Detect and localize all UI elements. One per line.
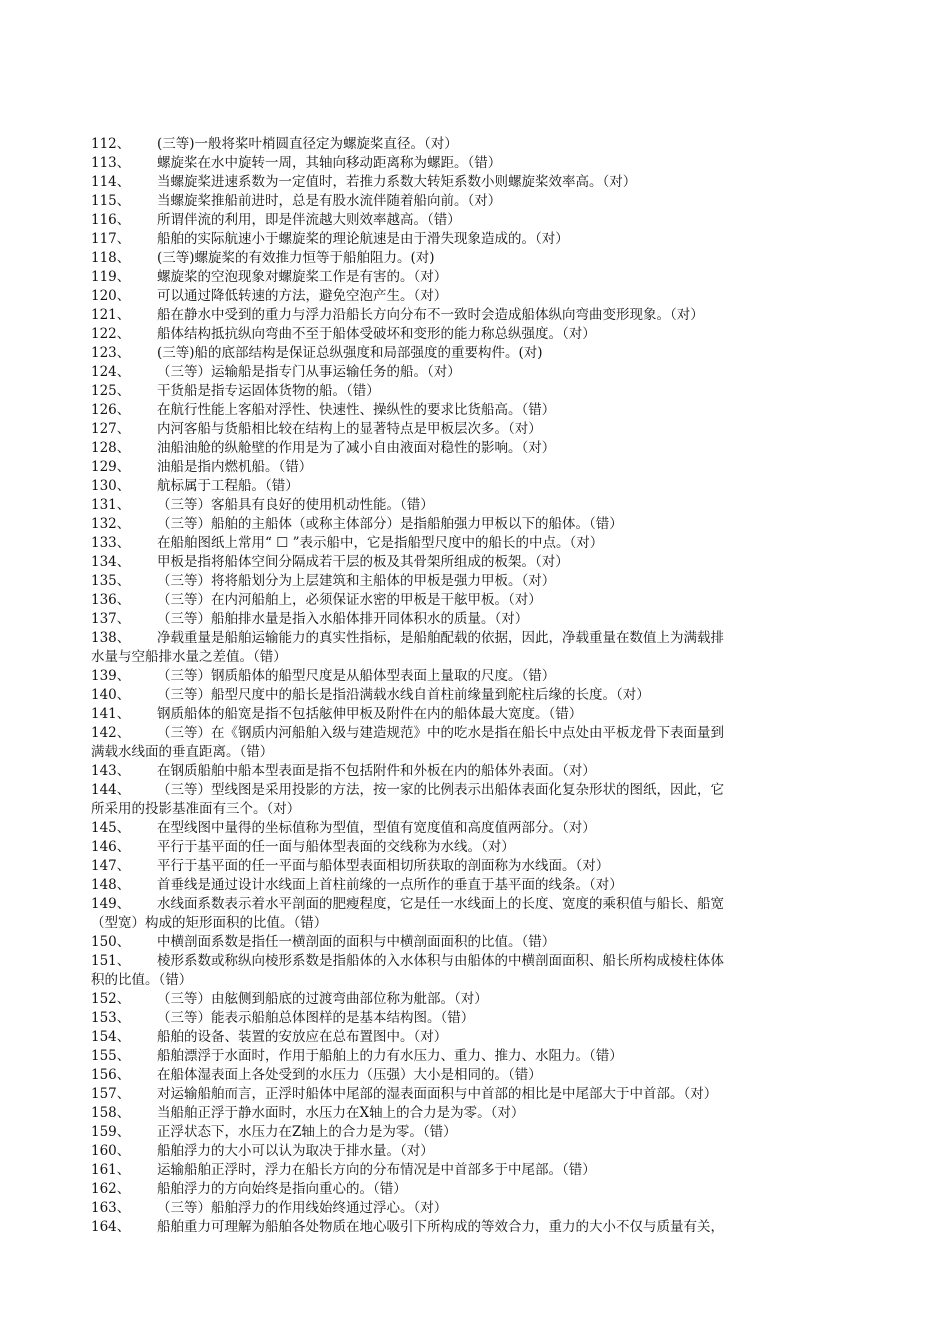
item-text: 运输船舶正浮时，浮力在船长方向的分布情况是中首部多于中尾部。（错） (157, 1162, 596, 1178)
list-item (91, 344, 861, 363)
item-text: （三等）在内河船舶上，必须保证水密的甲板是干舷甲板。（对） (157, 592, 542, 608)
item-text: (三等)一般将桨叶梢圆直径定为螺旋桨直径。（对） (157, 136, 458, 152)
item-text: 正浮状态下，水压力在Z轴上的合力是为零。（错） (157, 1124, 457, 1140)
list-item (91, 705, 861, 724)
item-text: (三等)螺旋桨的有效推力恒等于船舶阻力。(对) (157, 250, 435, 266)
list-item (91, 1028, 861, 1047)
list-item (91, 933, 861, 952)
item-text: 在型线图中量得的坐标值称为型值，型值有宽度值和高度值两部分。（对） (157, 820, 596, 836)
item-number: 130、 (91, 478, 131, 494)
item-number: 132、 (91, 516, 131, 532)
list-item (91, 990, 861, 1009)
item-number: 144、 (91, 782, 131, 798)
item-text: 当船舶正浮于静水面时，水压力在X轴上的合力是为零。（对） (157, 1105, 525, 1121)
item-text: 中横剖面系数是指任一横剖面的面积与中横剖面面积的比值。（错） (157, 934, 556, 950)
item-text: 可以通过降低转速的方法，避免空泡产生。（对） (157, 288, 448, 304)
item-number: 117、 (91, 231, 131, 247)
item-number: 161、 (91, 1162, 131, 1178)
list-item (91, 952, 861, 990)
item-text: 干货船是指专运固体货物的船。（错） (157, 383, 380, 399)
item-text: （三等）客船具有良好的使用机动性能。（错） (157, 497, 434, 513)
list-item (91, 610, 861, 629)
item-text: 当螺旋桨进速系数为一定值时，若推力系数大转矩系数小则螺旋桨效率高。（对） (157, 174, 637, 190)
item-text: 船体结构抵抗纵向弯曲不至于船体受破坏和变形的能力称总纵强度。（对） (157, 326, 596, 342)
item-text-continuation: 水量与空船排水量之差值。（错） (91, 649, 287, 665)
item-number: 121、 (91, 307, 131, 323)
item-text: （三等）船舶的主船体（或称主体部分）是指船舶强力甲板以下的船体。（错） (157, 516, 623, 532)
list-item (91, 439, 861, 458)
list-item (91, 1085, 861, 1104)
list-item (91, 572, 861, 591)
item-number: 145、 (91, 820, 131, 836)
item-text: 在航行性能上客船对浮性、快速性、操纵性的要求比货船高。（错） (157, 402, 556, 418)
item-number: 113、 (91, 155, 131, 171)
item-number: 112、 (91, 136, 131, 152)
list-item (91, 819, 861, 838)
item-text: 油船油舱的纵舱壁的作用是为了减小自由液面对稳性的影响。（对） (157, 440, 556, 456)
item-number: 134、 (91, 554, 131, 570)
item-number: 163、 (91, 1200, 131, 1216)
item-text: 所谓伴流的利用，即是伴流越大则效率越高。（错） (157, 212, 461, 228)
item-number: 126、 (91, 402, 131, 418)
item-text: （三等）运输船是指专门从事运输任务的船。（对） (157, 364, 461, 380)
list-item (91, 173, 861, 192)
item-text: 钢质船体的船宽是指不包括舷伸甲板及附件在内的船体最大宽度。（错） (157, 706, 583, 722)
item-number: 148、 (91, 877, 131, 893)
item-text: 平行于基平面的任一平面与船体型表面相切所获取的剖面称为水线面。（对） (157, 858, 610, 874)
item-text: （三等）型线图是采用投影的方法，按一家的比例表示出船体表面化复杂形状的图纸，因此，它 (157, 782, 724, 798)
item-text: 甲板是指将船体空间分隔成若干层的板及其骨架所组成的板架。（对） (157, 554, 569, 570)
list-item (91, 629, 861, 667)
item-number: 159、 (91, 1124, 131, 1140)
item-text: 螺旋桨在水中旋转一周，其轴向移动距离称为螺距。（错） (157, 155, 502, 171)
list-item (91, 306, 861, 325)
list-item (91, 1047, 861, 1066)
list-item (91, 325, 861, 344)
item-number: 157、 (91, 1086, 131, 1102)
list-item (91, 876, 861, 895)
item-text: 首垂线是通过设计水线面上首柱前缘的一点所作的垂直于基平面的线条。（对） (157, 877, 623, 893)
list-item (91, 382, 861, 401)
item-text: 棱形系数或称纵向棱形系数是指船体的入水体积与由船体的中横剖面面积、船长所构成棱柱体体 (157, 953, 724, 969)
list-item (91, 363, 861, 382)
item-number: 152、 (91, 991, 131, 1007)
item-text: 船舶漂浮于水面时，作用于船舶上的力有水压力、重力、推力、水阻力。（错） (157, 1048, 623, 1064)
item-number: 146、 (91, 839, 131, 855)
list-item (91, 781, 861, 819)
list-item (91, 686, 861, 705)
item-text: 内河客船与货船相比较在结构上的显著特点是甲板层次多。（对） (157, 421, 542, 437)
list-item (91, 135, 861, 154)
item-number: 124、 (91, 364, 131, 380)
item-number: 147、 (91, 858, 131, 874)
list-item (91, 762, 861, 781)
list-item (91, 211, 861, 230)
item-text: 油船是指内燃机船。（错） (157, 459, 313, 475)
item-number: 114、 (91, 174, 131, 190)
item-number: 151、 (91, 953, 131, 969)
list-item (91, 249, 861, 268)
item-text-continuation: （型宽）构成的矩形面积的比值。（错） (91, 915, 328, 931)
list-item (91, 1123, 861, 1142)
item-number: 133、 (91, 535, 131, 551)
item-text: 水线面系数表示着水平剖面的肥瘦程度，它是任一水线面上的长度、宽度的乘积值与船长、船宽 (157, 896, 724, 912)
item-text: （三等）船舶浮力的作用线始终通过浮心。（对） (157, 1200, 448, 1216)
list-item (91, 401, 861, 420)
item-text: （三等）钢质船体的船型尺度是从船体型表面上量取的尺度。（错） (157, 668, 556, 684)
item-number: 164、 (91, 1219, 131, 1235)
item-number: 155、 (91, 1048, 131, 1064)
item-text: （三等）船型尺度中的船长是指沿满载水线自首柱前缘量到舵柱后缘的长度。（对） (157, 687, 650, 703)
item-text-continuation: 所采用的投影基准面有三个。（对） (91, 801, 301, 817)
question-list (91, 135, 861, 1237)
item-number: 128、 (91, 440, 131, 456)
item-number: 139、 (91, 668, 131, 684)
list-item (91, 1066, 861, 1085)
list-item (91, 1180, 861, 1199)
item-text: 在船舶图纸上常用“ ☐ ”表示船中，它是指船型尺度中的船长的中点。（对） (157, 535, 604, 551)
item-text: 平行于基平面的任一面与船体型表面的交线称为水线。（对） (157, 839, 515, 855)
item-number: 131、 (91, 497, 131, 513)
item-number: 138、 (91, 630, 131, 646)
list-item (91, 1104, 861, 1123)
item-text: 船舶重力可理解为船舶各处物质在地心吸引下所构成的等效合力，重力的大小不仅与质量有关， (157, 1219, 724, 1235)
item-number: 141、 (91, 706, 131, 722)
item-number: 140、 (91, 687, 131, 703)
item-number: 119、 (91, 269, 131, 285)
item-number: 115、 (91, 193, 131, 209)
item-text: 航标属于工程船。（错） (157, 478, 299, 494)
item-number: 150、 (91, 934, 131, 950)
item-number: 123、 (91, 345, 131, 361)
item-number: 122、 (91, 326, 131, 342)
item-number: 118、 (91, 250, 131, 266)
list-item (91, 420, 861, 439)
item-text: 当螺旋桨推船前进时，总是有股水流伴随着船向前。（对） (157, 193, 502, 209)
list-item (91, 553, 861, 572)
item-number: 149、 (91, 896, 131, 912)
item-number: 154、 (91, 1029, 131, 1045)
list-item (91, 496, 861, 515)
item-number: 129、 (91, 459, 131, 475)
item-text: 在船体湿表面上各处受到的水压力（压强）大小是相同的。（错） (157, 1067, 542, 1083)
item-text: 船舶浮力的方向始终是指向重心的。（错） (157, 1181, 407, 1197)
list-item (91, 154, 861, 173)
item-text: （三等）船舶排水量是指入水船体排开同体积水的质量。（对） (157, 611, 529, 627)
item-number: 137、 (91, 611, 131, 627)
item-text: 船舶的实际航速小于螺旋桨的理论航速是由于滑失现象造成的。（对） (157, 231, 569, 247)
item-text-continuation: 积的比值。（错） (91, 972, 193, 988)
list-item (91, 534, 861, 553)
item-number: 127、 (91, 421, 131, 437)
item-number: 158、 (91, 1105, 131, 1121)
item-number: 116、 (91, 212, 131, 228)
item-text: （三等）能表示船舶总体图样的是基本结构图。（错） (157, 1010, 475, 1026)
item-text: 船在静水中受到的重力与浮力沿船长方向分布不一致时会造成船体纵向弯曲变形现象。（对） (157, 307, 704, 323)
item-text-continuation: 满载水线面的垂直距离。（错） (91, 744, 274, 760)
list-item (91, 268, 861, 287)
item-text: 净载重量是船舶运输能力的真实性指标，是船舶配载的依据，因此，净载重量在数值上为满载排 (157, 630, 724, 646)
item-text: (三等)船的底部结构是保证总纵强度和局部强度的重要构件。(对) (157, 345, 543, 361)
item-number: 120、 (91, 288, 131, 304)
list-item (91, 287, 861, 306)
list-item (91, 1161, 861, 1180)
item-number: 156、 (91, 1067, 131, 1083)
list-item (91, 667, 861, 686)
list-item (91, 230, 861, 249)
list-item (91, 724, 861, 762)
item-text: （三等）将将船划分为上层建筑和主船体的甲板是强力甲板。（对） (157, 573, 556, 589)
list-item (91, 1218, 861, 1237)
list-item (91, 515, 861, 534)
list-item (91, 192, 861, 211)
list-item (91, 895, 861, 933)
item-number: 143、 (91, 763, 131, 779)
item-text: 对运输船舶而言，正浮时船体中尾部的湿表面面积与中首部的相比是中尾部大于中首部。（对） (157, 1086, 718, 1102)
list-item (91, 1009, 861, 1028)
list-item (91, 591, 861, 610)
list-item (91, 1142, 861, 1161)
item-text: 船舶浮力的大小可以认为取决于排水量。（对） (157, 1143, 434, 1159)
item-text: 在钢质船舶中船本型表面是指不包括附件和外板在内的船体外表面。（对） (157, 763, 596, 779)
item-number: 135、 (91, 573, 131, 589)
list-item (91, 838, 861, 857)
item-number: 162、 (91, 1181, 131, 1197)
list-item (91, 458, 861, 477)
list-item (91, 477, 861, 496)
item-text: （三等）在《钢质内河船舶入级与建造规范》中的吃水是指在船长中点处由平板龙骨下表面量到 (157, 725, 724, 741)
item-text: 螺旋桨的空泡现象对螺旋桨工作是有害的。（对） (157, 269, 448, 285)
item-number: 136、 (91, 592, 131, 608)
item-number: 125、 (91, 383, 131, 399)
item-number: 142、 (91, 725, 131, 741)
list-item (91, 857, 861, 876)
item-text: （三等）由舷侧到船底的过渡弯曲部位称为舭部。（对） (157, 991, 488, 1007)
list-item (91, 1199, 861, 1218)
item-number: 153、 (91, 1010, 131, 1026)
item-text: 船舶的设备、装置的安放应在总布置图中。（对） (157, 1029, 448, 1045)
item-number: 160、 (91, 1143, 131, 1159)
